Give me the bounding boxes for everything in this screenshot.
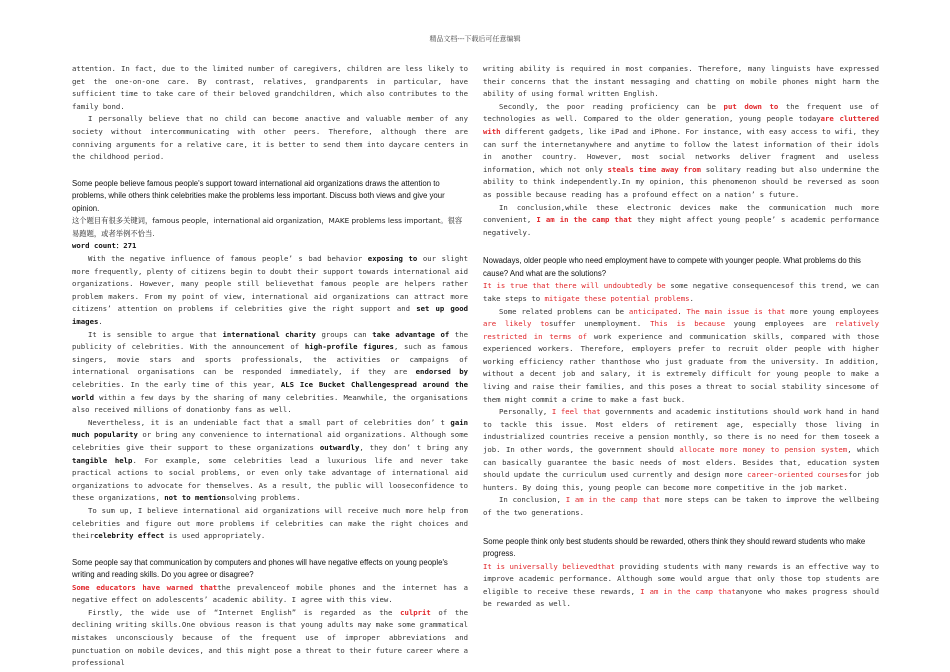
essay-prompt: Some people think only best students should be rewarded, others think they should reward students who make progress.	[483, 536, 866, 559]
paragraph: It is true that there will undoubtedly be some negative consequencesof this trend, we can take steps to mitigate these potential problems.	[483, 281, 879, 303]
paragraph: Some related problems can be anticipated. The main issue is that more young employees are likely tosuffer unemployment. This is because young employees are relatively restricted in terms of work experience and communication skills, compared with those experienced workers. Therefore, employers prefer to recruit older people with higher working efficiency rather thanthose who just graduate from the university. In addition, without a decent job and salary, it is extremely difficult for young people to make a living and raise their families, and this poses a threat to social stability sincesome of them might commit a crime to make a fast buck.	[483, 306, 880, 404]
paragraph: It is sensible to argue that international charity groups can take advantage of the publicity of celebrities. With the announcement of high-profile figures, such as famous singers, movie stars and sports professionals, the activities or campaigns of international organisations can be responded immediately, if they are endorsed by celebrities. In the early time of this year, ALS Ice Bucket Challengespread around the world within a few days by the sharing of many celebrities. Meanwhile, the organisations also received millions of donationby fans as well.	[72, 329, 468, 415]
paragraph: To sum up, I believe international aid organizations will receive much more help from celebrities and figure out more problems if celebrities can make the right choices and theircelebrity effect is used appropriately.	[72, 505, 468, 541]
paragraph: writing ability is required in most companies. Therefore, many linguists have expressed their concerns that the instant messaging and chatting on mobile phones might harm the ability of using formal written English.	[483, 64, 879, 99]
paragraph: In conclusion,while these electronic devices make the communication much more convenient, I am in the camp that they might affect young people’ s academic performance negatively.	[483, 202, 879, 237]
page-header: 精品文档---下载后可任意编辑	[429, 35, 521, 43]
essay-prompt: Some people say that communication by computers and phones will have negative effects on young people's writing and reading skills. Do you agree or disagree?	[72, 557, 448, 580]
paragraph: Some educators have warned thatthe prevalenceof mobile phones and the internet has a negative effect on adolescents’ academic ability. I agree with this view.	[72, 582, 469, 605]
paragraph: I personally believe that no child can become anactive and valuable member of any society without intercommunicating with other peers. Therefore, although there are conniving arguments for a relative care, it is better to send them into daycare centers in the childhood period.	[72, 114, 468, 162]
essay-prompt: Nowadays, older people who need employment have to compete with younger people. What problems do this cause? And what are the solutions?	[483, 256, 861, 278]
essay-prompt: Some people believe famous people's support toward international aid organizations draws the attention to problems, while others think celebrities make the problems less important. Discuss both views and give your opinion.	[72, 178, 445, 213]
left-column	[72, 63, 468, 670]
paragraph: Secondly, the poor reading proficiency can be put down to the frequent use of technologies as well. Compared to the older generation, young people todayare cluttered with different gadgets, like iPad and iPhone. For instance, with easy access to wifi, they can surf the internetanywhere and anytime to follow the latest information of their idols in another country. However, most social networks deliver fragment and useless information, which not only steals time away from solitary reading but also undermine the ability to think independently.In my opinion, this phenomenon should be reversed as soon as possible because reading has a profound effect on a nation’ s future.	[483, 101, 879, 199]
word-count: word count：271	[72, 241, 137, 251]
paragraph: It is universally believedthat providing students with many rewards is an effective way to improve academic performance. Although some would argue that only those top students are eligible to receive these rewards, I am in the camp thatanyone who makes progress should be rewarded as well.	[483, 561, 879, 609]
paragraph: Firstly, the wide use of “Internet English” is regarded as the culprit of the declining writing skills.One obvious reason is that young adults may make some grammatical mistakes unconsciously because of the frequent use of improper abbreviations and punctuation on mobile devices, and this might pose a threat to their future career where a professional	[72, 607, 468, 668]
paragraph: Nevertheless, it is an undeniable fact that a small part of celebrities don’ t gain much popularity or bring any convenience to international aid organizations. Although some celebrities give their support to these organizations outwardly, they don’ t bring any tangible help. For example, some celebrities lead a luxurious life and never take practical actions to social problems, or even only take advantage of international aid organizations to advocate for themselves. As a result, the public will looseconfidence to these organizations, not to mentionsolving problems.	[72, 417, 468, 503]
paragraph: With the negative influence of famous people’ s bad behavior exposing to our slight more frequently, plenty of citizens begin to doubt their support towards international aid organizations. However, many people still believethat famous people are helpers rather problem makers. From my point of view, international aid organizations can attract more citizens’ attention on problems if celebrities give the right support and set up good images.	[72, 254, 469, 326]
paragraph: attention. In fact, due to the limited number of caregivers, children are less likely to get the one-on-one care. By contrast, relatives, grandparents in particular, have sufficient time to take care of their beloved grandchildren, which also contributes to the family bond.	[72, 64, 468, 111]
paragraph: In conclusion, I am in the camp that more steps can be taken to improve the wellbeing of the two generations.	[483, 495, 879, 517]
chinese-note: 这个题目有很多关键词，famous people，international aid organization，MAKE problems less important。很容易跑题，或者举例不恰当.	[72, 216, 463, 238]
right-column	[483, 63, 879, 611]
paragraph: Personally, I feel that governments and academic institutions should work hand in hand to tackle this issue. Most elders of retirement age, especially those living in industrialized countries receive a pension monthly, so there is no need for them toseek a job. In other words, the government should allocate more money to pension system, which can basically guarantee the basic needs of most elders. Besides that, education system should update the curriculum used currently and design more career-oriented coursesfor job hunters. By doing this, young people can become more competitive in the job market.	[483, 407, 880, 492]
